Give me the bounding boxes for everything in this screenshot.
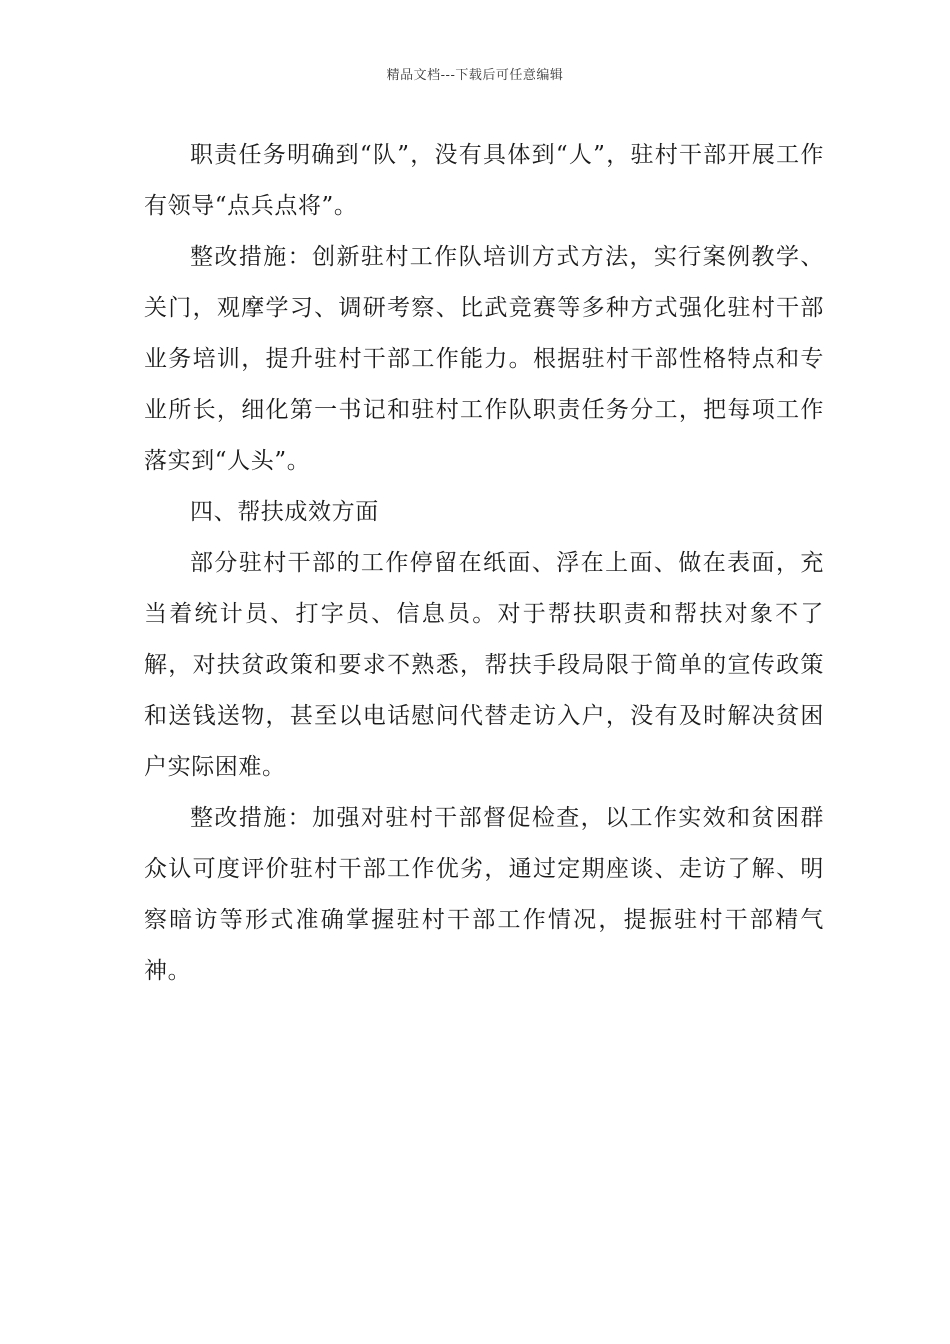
document-body [144, 130, 824, 997]
section-heading-assistance-results: 四、帮扶成效方面 [190, 499, 379, 525]
paragraph-responsibility: 职责任务明确到“队”，没有具体到“人”，驻村干部开展工作有领导“点兵点将”。 [144, 142, 824, 219]
page-header: 精品文档---下载后可任意编辑 [386, 68, 564, 83]
paragraph-rectification-training: 整改措施：创新驻村工作队培训方式方法，实行案例教学、关门，观摩学习、调研考察、比武竞赛等多种方式强化驻村干部业务培训，提升驻村干部工作能力。根据驻村干部性格特点和专业所长，细化第一书记和驻村工作队职责任务分工，把每项工作落实到“人头”。 [144, 244, 824, 474]
paragraph-assistance-problems: 部分驻村干部的工作停留在纸面、浮在上面、做在表面，充当着统计员、打字员、信息员。对于帮扶职责和帮扶对象不了解，对扶贫政策和要求不熟悉，帮扶手段局限于简单的宣传政策和送钱送物，甚至以电话慰问代替走访入户，没有及时解决贫困户实际困难。 [144, 550, 824, 780]
paragraph-rectification-supervision: 整改措施：加强对驻村干部督促检查，以工作实效和贫困群众认可度评价驻村干部工作优劣，通过定期座谈、走访了解、明察暗访等形式准确掌握驻村干部工作情况，提振驻村干部精气神。 [144, 805, 824, 984]
